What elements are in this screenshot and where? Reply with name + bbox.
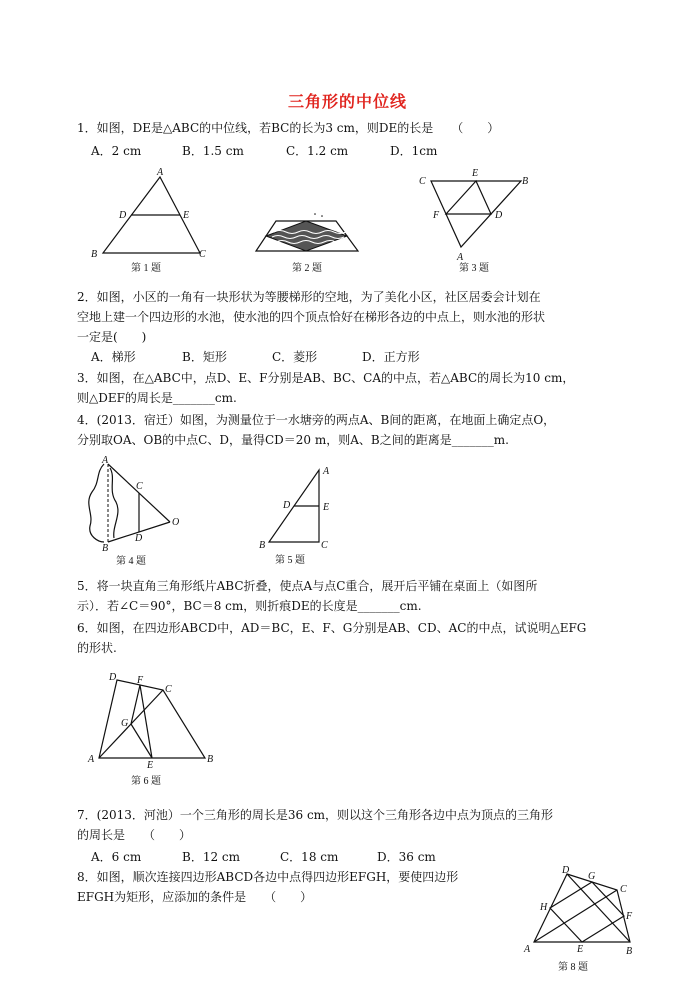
label-c: C [136,481,143,492]
label-c: C [419,176,426,187]
label-d: D [283,500,291,511]
question-5-line-1: 5．将一块直角三角形纸片ABC折叠，使点A与点C重合，展开后平铺在桌面上（如图所 [77,579,538,593]
label-h: H [540,902,548,913]
question-4-line-1: 4．(2013．宿迁）如图，为测量位于一水塘旁的两点A、B间的距离，在地面上确定点O， [77,413,556,427]
q7-option-a: A．6 cm [91,850,142,864]
question-8-line-1: 8．如图，顺次连接四边形ABCD各边中点得四边形EFGH，要使四边形 [77,870,459,884]
q1-option-c: C．1.2 cm [286,144,349,158]
label-b: B [259,540,266,551]
label-d: D [109,672,117,683]
question-3-line-1: 3．如图，在△ABC中，点D、E、F分别是AB、BC、CA的中点，若△ABC的周长为10 cm， [77,371,575,385]
label-e: E [577,944,584,955]
question-3-line-2: 则△DEF的周长是_______cm. [77,391,237,405]
label-e: E [472,168,479,179]
label-d: D [119,210,127,221]
label-b: B [102,543,109,554]
figure-2-trapezoid-pool [248,205,368,277]
label-a: A [457,252,464,263]
label-f: F [137,675,144,686]
figure-8-quadrilateral [520,862,645,977]
page-title: 三角形的中位线 [287,92,407,111]
q7-option-b: B．12 cm [182,850,241,864]
triangle-efd [446,181,491,214]
segment-ef [140,685,152,758]
q2-option-a: A．梯形 [91,350,136,364]
label-a: A [524,944,531,955]
label-d: D [562,865,570,876]
question-6-line-2: 的形状. [77,641,117,655]
pond-outline-left [89,464,104,542]
figure-1-caption: 第 1 题 [131,263,161,274]
label-a: A [157,167,164,178]
midpoint-quadrilateral-efgh [550,882,624,942]
label-o: O [172,517,180,528]
label-d: D [495,210,503,221]
question-2-line-1: 2．如图，小区的一角有一块形状为等腰梯形的空地，为了美化小区，社区居委会计划在 [77,290,541,304]
label-b: B [522,176,529,187]
figure-2-caption: 第 2 题 [292,263,322,274]
label-b: B [91,249,98,260]
question-5-line-2: 示）．若∠C＝90°，BC＝8 cm，则折痕DE的长度是_______cm. [77,599,422,613]
figure-5-caption: 第 5 题 [275,555,305,566]
q2-option-c: C．菱形 [272,350,318,364]
question-2-line-2: 空地上建一个四边形的水池，使水池的四个顶点恰好在梯形各边的中点上，则水池的形状 [77,310,546,324]
label-e: E [323,502,330,513]
label-c: C [321,540,328,551]
q1-option-d: D．1cm [390,144,438,158]
question-2-line-3: 一定是( ) [77,330,147,344]
label-g: G [588,871,596,882]
figure-8-caption: 第 8 题 [558,962,588,973]
label-f: F [626,911,633,922]
question-7-line-1: 7．(2013．河池）一个三角形的周长是36 cm，则以这个三角形各边中点为顶点的三角形 [77,808,554,822]
label-g: G [121,718,129,729]
label-c: C [165,684,172,695]
figure-6-caption: 第 6 题 [131,776,161,787]
question-7-line-2: 的周长是 （ ） [77,828,192,842]
q2-option-b: B．矩形 [182,350,227,364]
figure-6-quadrilateral [85,668,220,790]
label-e: E [147,760,154,771]
q7-option-c: C．18 cm [280,850,339,864]
label-c: C [620,884,627,895]
label-a: A [323,466,330,477]
label-d: D [135,533,143,544]
figure-3-caption: 第 3 题 [459,263,489,274]
quadrilateral-abcd [534,874,630,942]
dot [321,215,323,217]
label-a: A [88,754,95,765]
label-a: A [102,455,109,466]
quadrilateral-abcd [99,680,205,758]
label-b: B [207,754,214,765]
question-6-line-1: 6．如图，在四边形ABCD中，AD＝BC，E、F、G分别是AB、CD、AC的中点，试说明△EFG [77,621,587,635]
figure-4-caption: 第 4 题 [116,556,146,567]
dot [314,213,316,215]
question-8-line-2: EFGH为矩形，应添加的条件是 （ ） [77,890,313,904]
figure-3-triangle [415,165,540,277]
question-4-line-2: 分别取OA、OB的中点C、D，量得CD＝20 m，则A、B之间的距离是_______m. [77,433,509,447]
label-c: C [199,249,206,260]
figure-5-right-triangle [255,462,350,570]
label-b: B [626,946,633,957]
q1-option-a: A．2 cm [91,144,142,158]
figure-4-pond [78,452,188,570]
q1-option-b: B．1.5 cm [182,144,244,158]
label-f: F [433,210,440,221]
figure-1-triangle [85,165,215,277]
q7-option-d: D．36 cm [377,850,436,864]
segment-fg [131,685,140,724]
pond-outline-right [110,468,118,538]
q2-option-d: D．正方形 [362,350,420,364]
question-1-stem: 1．如图，DE是△ABC的中位线，若BC的长为3 cm，则DE的长是 （ ） [77,121,500,135]
label-e: E [183,210,190,221]
